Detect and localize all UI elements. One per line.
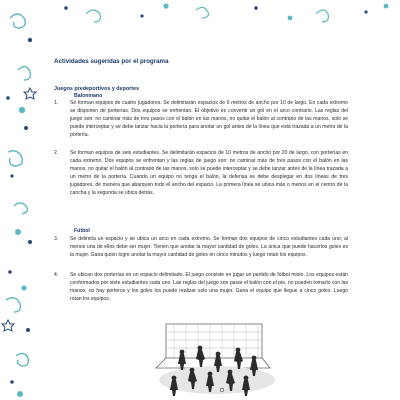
list-item-number: 4. [54,272,59,278]
subsection-title-balonmano: Balonmano [74,93,103,99]
list-item-number: 3. [54,236,59,242]
list-item [54,236,348,260]
top-border-decoration [46,0,400,30]
left-border-decoration [0,0,46,400]
page-heading: Actividades sugeridas por el programa [54,58,169,65]
list-item-number: 1. [54,100,59,106]
list-item [54,100,348,140]
list-item-text: Se ubican dos porterías en un espacio delimitado. El juego consiste en jugar un partido de fútbol mixto. Los equipos están conformados por siete estudiantes cada uno. Las reglas del juego son pasar el balón con el pie, no pueden tomarlo con las manos, no hay porteros y los goles los puede realizar solo una mujer. Gana el equipo que llegue a cinco goles. Luego rotan los equipos. [70,272,348,302]
list-item-text: Se forman equipos de cuatro jugadores. Se delimitarán espacios de 6 metros de ancho por 10 de largo. En cada extremo se disponen de porterías. Dos equipos se enfrentan. El objetivo es convertir un gol en el arco contrario. Las reglas del juego son: no caminar más de tres pasos con el balón en las manos, no quitar el balón al contrario de las manos, solo se puede interceptar y se debe lanzar hacia la portería para anotar un gol antes de la línea que está trazada a un metro de la portería. [70,100,348,138]
list-item-text: Se delimita un espacio y se ubica un arco en cada extremo. Se forman dos equipos de cinco estudiantes cada uno; al menos una de ellos debe ser mujer. Tienen que anotar la mayor cantidad de goles. La única que puede hacerlos goles es la mujer. Gana quien logre anotar la mayor cantidad de goles en cinco minutos y luego rotan los equipos. [70,236,348,258]
subsection-title-futbol: Fútbol [74,228,90,234]
list-item [54,150,348,197]
soccer-illustration [152,318,282,400]
list-item-text: Se forman equipos de seis estudiantes. Se delimitarán espacios de 10 metros de ancho por 20 de largo, con porterías en cada extremo. Dos equipos se enfrentan y las reglas de juego son: no caminar más de tres pasos con el balón en las manos, no quitar el balón al contrario de las manos, solo se puede interceptar y se debe lanzar antes de la línea trazada a un metro de la portería. Cuando un equipo no tenga el balón, la defensa se debe desplegar en dos líneas de tres jugadores, de manera que abarquen todo el ancho del espacio. La primera línea se ubica más o menos en el centro de la cancha y la segunda se ubica detrás. [70,150,348,196]
section-title: Juegos predeportivos y deportes [54,86,140,92]
list-item-number: 2. [54,150,59,156]
list-item [54,272,348,304]
